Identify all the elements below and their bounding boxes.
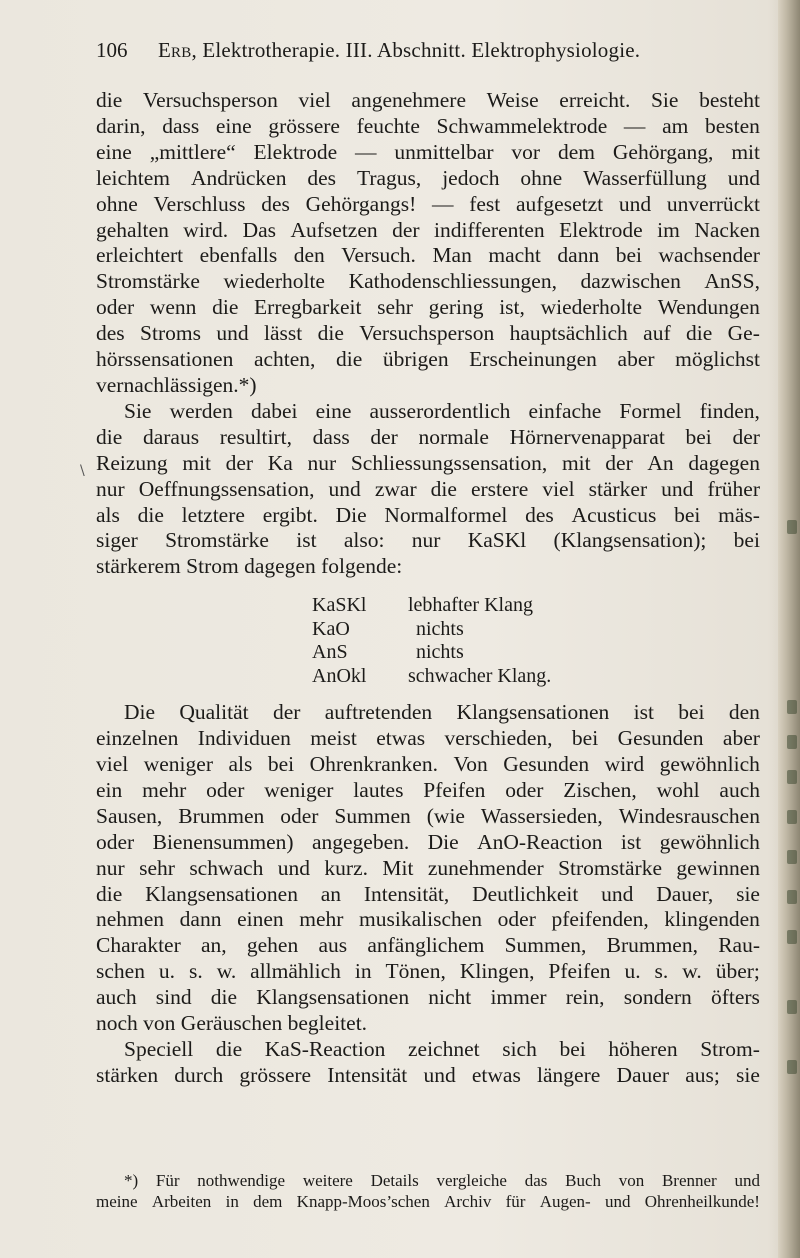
formula-desc: lebhafter Klang bbox=[408, 594, 533, 617]
paragraph-4 bbox=[96, 1037, 760, 1089]
text-line: viel weniger als bei Ohrenkranken. Von Gesunden wird gewöhnlich bbox=[96, 752, 760, 777]
text-line: gehalten wird. Das Aufsetzen der indifferenten Elektrode im Nacken bbox=[96, 217, 760, 242]
text-line: auch sind die Klangsensationen nicht immer rein, sondern öfters bbox=[96, 985, 760, 1010]
text-line: vernachlässigen.*) bbox=[96, 372, 257, 397]
text-line: noch von Geräuschen begleitet. bbox=[96, 1011, 368, 1036]
formula-desc: nichts bbox=[416, 641, 464, 664]
page-edge-shadow bbox=[778, 0, 800, 1258]
tab-mark bbox=[787, 1000, 797, 1014]
formula-desc: schwacher Klang. bbox=[408, 664, 552, 687]
text-line: ein mehr oder weniger lautes Pfeifen oder Zischen, wohl auch bbox=[96, 777, 760, 802]
tab-mark bbox=[787, 520, 797, 534]
tab-mark bbox=[787, 735, 797, 749]
formula-code: AnS bbox=[312, 641, 348, 664]
tab-mark bbox=[787, 770, 797, 784]
paragraph-2 bbox=[96, 399, 760, 580]
footnote-line: *) Für nothwendige weitere Details vergleiche das Buch von Brenner und bbox=[124, 1171, 760, 1190]
text-line: des Stroms und lässt die Versuchsperson hauptsächlich auf die Ge- bbox=[96, 321, 760, 346]
tab-mark bbox=[787, 810, 797, 824]
paragraph-1 bbox=[96, 88, 760, 399]
formula-row bbox=[312, 665, 760, 689]
author-name: Erb bbox=[158, 38, 192, 62]
formula-code: KaO bbox=[312, 617, 350, 640]
formula-desc: nichts bbox=[416, 617, 464, 640]
formula-code: AnOkl bbox=[312, 664, 367, 687]
formula-row bbox=[312, 618, 760, 642]
text-line: die Versuchsperson viel angenehmere Weise erreicht. Sie besteht bbox=[96, 88, 760, 112]
text-line: stärkerem Strom dagegen folgende: bbox=[96, 554, 403, 579]
tab-mark bbox=[787, 850, 797, 864]
text-line: nur sehr schwach und kurz. Mit zunehmender Stromstärke gewinnen bbox=[96, 855, 760, 880]
paragraph-3 bbox=[96, 700, 760, 1037]
text-line: stärken durch grössere Intensität und etwas längere Dauer aus; sie bbox=[96, 1062, 760, 1087]
body-text bbox=[96, 88, 760, 1089]
text-line: Sausen, Brummen oder Summen (wie Wassersieden, Windesrauschen bbox=[96, 803, 760, 828]
text-line: die daraus resultirt, dass der normale Hörnervenapparat bei der bbox=[96, 424, 760, 449]
text-line: Speciell die KaS-Reaction zeichnet sich bei höheren Strom- bbox=[124, 1037, 760, 1061]
text-line: erleichtert ebenfalls den Versuch. Man macht dann bei wachsender bbox=[96, 243, 760, 268]
text-line: einzelnen Individuen meist etwas verschieden, bei Gesunden aber bbox=[96, 726, 760, 751]
formula-row bbox=[312, 641, 760, 665]
text-line: Die Qualität der auftretenden Klangsensationen ist bei den bbox=[124, 700, 760, 725]
text-line: oder Bienensummen) angegeben. Die AnO-Reaction ist gewöhnlich bbox=[96, 829, 760, 854]
text-line: Charakter an, gehen aus anfänglichem Summen, Brummen, Rau- bbox=[96, 933, 760, 958]
tab-mark bbox=[787, 700, 797, 714]
text-line: schen u. s. w. allmählich in Tönen, Klingen, Pfeifen u. s. w. über; bbox=[96, 959, 760, 984]
text-line: leichtem Andrücken des Tragus, jedoch ohne Wasserfüllung und bbox=[96, 165, 760, 190]
running-title-text: , Elektrotherapie. III. Abschnitt. Elektrophysiologie. bbox=[191, 38, 641, 62]
margin-mark: \ bbox=[80, 463, 85, 479]
text-line: siger Stromstärke ist also: nur KaSKl (Klangsensation); bei bbox=[96, 528, 760, 553]
page-number: 106 bbox=[96, 38, 128, 62]
text-line: Reizung mit der Ka nur Schliessungssensation, mit der An dagegen bbox=[96, 450, 760, 475]
tab-mark bbox=[787, 890, 797, 904]
text-line: darin, dass eine grössere feuchte Schwammelektrode — am besten bbox=[96, 113, 760, 138]
formula-code: KaSKl bbox=[312, 594, 367, 617]
text-line: als die letztere ergibt. Die Normalformel des Acusticus bei mäs- bbox=[96, 502, 760, 527]
text-line: hörssensationen achten, die übrigen Erscheinungen aber möglichst bbox=[96, 347, 760, 372]
text-line: die Klangsensationen an Intensität, Deutlichkeit und Dauer, sie bbox=[96, 881, 760, 906]
text-line: oder wenn die Erregbarkeit sehr gering ist, wiederholte Wendungen bbox=[96, 295, 760, 320]
tab-mark bbox=[787, 930, 797, 944]
text-line: eine „mittlere“ Elektrode — unmittelbar vor dem Gehörgang, mit bbox=[96, 139, 760, 164]
footnote-line: meine Arbeiten in dem Knapp-Moos’schen Archiv für Augen- und Ohrenheilkunde! bbox=[96, 1192, 760, 1211]
text-line: ohne Verschluss des Gehörgangs! — fest aufgesetzt und unverrückt bbox=[96, 191, 760, 216]
text-line: nur Oeffnungssensation, und zwar die erstere viel stärker und früher bbox=[96, 476, 760, 501]
text-line: Stromstärke wiederholte Kathodenschliessungen, dazwischen AnSS, bbox=[96, 269, 760, 294]
running-title bbox=[158, 38, 640, 63]
tab-mark bbox=[787, 1060, 797, 1074]
formula-row bbox=[312, 594, 760, 618]
text-line: Sie werden dabei eine ausserordentlich einfache Formel finden, bbox=[124, 398, 760, 423]
normal-formula-table bbox=[312, 594, 760, 688]
footnote bbox=[96, 1170, 760, 1212]
running-header bbox=[96, 38, 760, 63]
text-line: nehmen dann einen mehr musikalischen oder pfeifenden, klingenden bbox=[96, 907, 760, 932]
